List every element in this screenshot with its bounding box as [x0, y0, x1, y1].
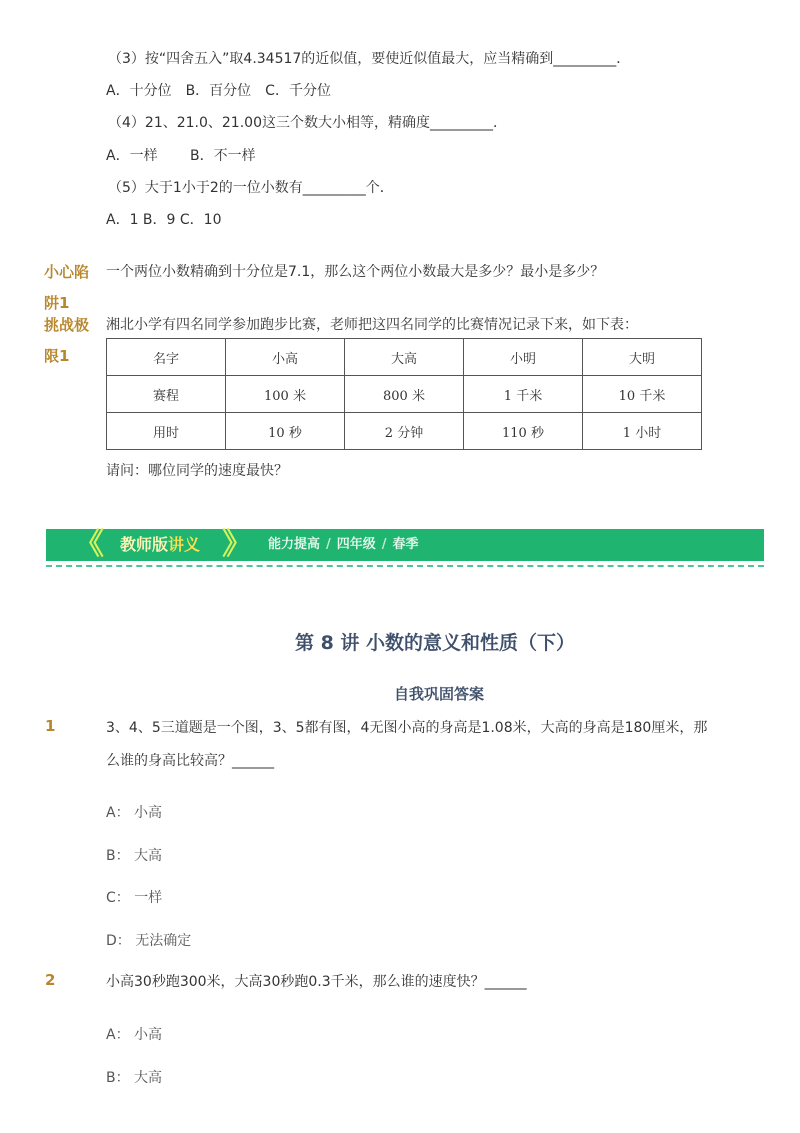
banner-brand-teacher: 教师版: [120, 535, 169, 554]
question-5-options: A．1 B．9 C．10: [106, 212, 222, 228]
challenge-question: 请问：哪位同学的速度最快？: [106, 463, 288, 479]
answer-number-1: 1: [45, 717, 56, 735]
table-cell: 10 千米: [583, 376, 702, 413]
answer-1-line2: 么谁的身高比较高？______: [106, 753, 274, 769]
question-3: （3）按“四舍五入”取4.34517的近似值，要使近似值最大，应当精确到_________．: [108, 51, 631, 67]
answer-2-option-a: A： 小高: [106, 1027, 163, 1043]
table-cell: 用时: [107, 413, 226, 450]
challenge-label-line1: 挑战极: [44, 316, 90, 334]
breadcrumb: [268, 529, 419, 561]
table-cell: 1 千米: [464, 376, 583, 413]
trap-label-line2: 阱1: [44, 294, 70, 312]
table-cell: 100 米: [226, 376, 345, 413]
trap-question: 一个两位小数精确到十分位是7.1，那么这个两位小数最大是多少？最小是多少？: [106, 264, 605, 280]
table-cell: 10 秒: [226, 413, 345, 450]
table-cell: 小明: [464, 339, 583, 376]
breadcrumb-separator: /: [326, 537, 331, 552]
trap-label-line1: 小心陷: [44, 263, 90, 281]
table-cell: 2 分钟: [345, 413, 464, 450]
banner-brand-handout: 讲义: [168, 535, 201, 554]
question-4-options: A．一样 B．不一样: [106, 148, 256, 164]
breadcrumb-level: 能力提高: [268, 537, 321, 552]
table-cell: 名字: [107, 339, 226, 376]
table-row: [107, 413, 702, 450]
answer-1-option-c: C： 一样: [106, 890, 163, 906]
table-cell: 大明: [583, 339, 702, 376]
challenge-intro: 湘北小学有四名同学参加跑步比赛，老师把这四名同学的比赛情况记录下来，如下表：: [106, 317, 638, 333]
question-4: （4）21、21.0、21.00这三个数大小相等，精确度_________．: [108, 115, 507, 131]
table-cell: 赛程: [107, 376, 226, 413]
question-5: （5）大于1小于2的一位小数有_________个．: [108, 180, 394, 196]
lecture-banner: [46, 529, 764, 561]
table-cell: 800 米: [345, 376, 464, 413]
answer-2-line1: 小高30秒跑300米，大高30秒跑0.3千米，那么谁的速度快？______: [106, 974, 527, 990]
table-row: [107, 376, 702, 413]
section-subtitle: 自我巩固答案: [393, 685, 484, 703]
answer-number-2: 2: [45, 971, 56, 989]
table-cell: 大高: [345, 339, 464, 376]
banner-brand: [120, 529, 200, 561]
table-cell: 110 秒: [464, 413, 583, 450]
breadcrumb-season: 春季: [392, 537, 419, 552]
answer-2-option-b: B： 大高: [106, 1070, 163, 1086]
answer-1-option-d: D： 无法确定: [106, 933, 192, 949]
question-3-options: A．十分位 B．百分位 C．千分位: [106, 83, 331, 99]
breadcrumb-separator: /: [381, 537, 387, 552]
table-row: [107, 339, 702, 376]
challenge-label-line2: 限1: [44, 347, 70, 365]
table-cell: 小高: [226, 339, 345, 376]
chevron-left-icon: 《: [74, 527, 104, 562]
answer-1-option-a: A： 小高: [106, 805, 163, 821]
banner-divider: [46, 565, 764, 567]
race-results-table: [106, 338, 702, 450]
answer-1-option-b: B： 大高: [106, 848, 163, 864]
answer-1-line1: 3、4、5三道题是一个图，3、5都有图，4无图小高的身高是1.08米，大高的身高是180厘米，那: [106, 720, 708, 736]
lesson-title: 第 8 讲 小数的意义和性质（下）: [294, 632, 576, 654]
table-cell: 1 小时: [583, 413, 702, 450]
breadcrumb-grade: 四年级: [336, 537, 376, 552]
chevron-right-icon: 》: [222, 527, 252, 562]
